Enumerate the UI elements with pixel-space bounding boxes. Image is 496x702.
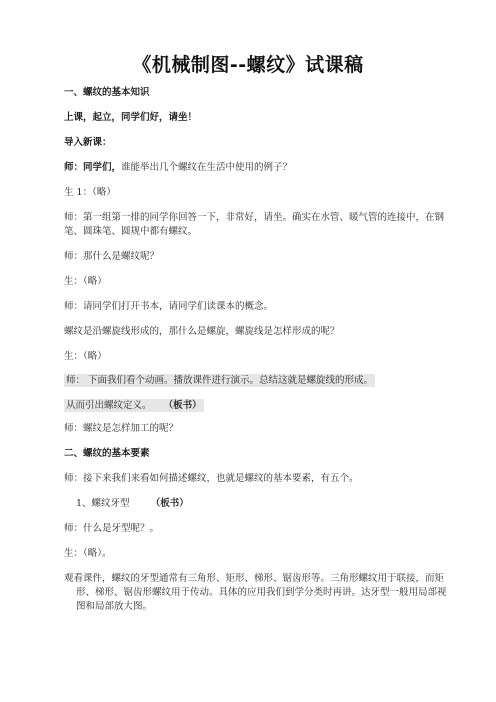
section-heading-basics: 一、螺纹的基本知识 [64,87,150,98]
intro-heading: 导入新课： [64,137,112,148]
teacher-line-5: 螺纹是沿螺旋线形成的，那什么是螺旋，螺旋线是怎样形成的呢？ [64,326,340,337]
teacher-line-7 [64,399,204,413]
teacher-line-3: 师：那什么是螺纹呢？ [64,251,160,262]
highlighted-text: 师： 下面我们看个动画。播放课件进行演示。总结这就是螺旋线的形成。 [66,375,374,386]
student-answer-3: 生：（略） [64,351,107,362]
board-note-tag-2: （板书） [150,498,189,509]
list-item-thread-form [76,497,189,511]
section-heading-elements: 二、螺纹的基本要素 [64,448,150,459]
highlighted-definition [64,399,204,412]
document-title: 《机械制图--螺纹》试课稿 [132,54,364,76]
board-note-tag: （板书） [163,400,202,411]
paragraph-line-2: 形、梯形、锯齿形螺纹用于传动。具体的应用我们到学分类时再讲。达牙型一般用局部视 [76,587,447,598]
greeting-line: 上课，起立，同学们好，请坐！ [64,112,198,123]
question-text: 谁能举出几个螺纹在生活中使用的例子？ [121,162,293,173]
student-answer-1: 生 1：（略） [64,187,116,198]
speaker-label: 师：同学们， [64,162,122,173]
paragraph-line-1: 观看课件，螺纹的牙型通常有三角形、矩形、梯形、锯齿形等。三角形螺纹用于联接，而矩 [64,573,445,584]
teacher-line-10: 师：什么是牙型呢？。 [64,523,160,534]
student-answer-2: 生：（略） [64,276,107,287]
teacher-question-line [64,161,292,175]
teacher-line-8: 师：螺纹是怎样加工的呢？ [64,423,179,434]
teacher-line-6 [64,374,375,388]
list-item-text: 1、螺纹牙型 [76,498,130,509]
paragraph-line-3: 图和局部放大图。 [76,601,153,612]
student-answer-4: 生：（略）。 [64,548,112,559]
teacher-line-2b: 笔、圆珠笔、圆规中都有螺纹。 [64,226,198,237]
teacher-line-4: 师：请同学们打开书本，请同学们读课本的概念。 [64,301,274,312]
teacher-line-2a: 师：第一组第一排的同学你回答一下，非常好，请坐。确实在水管、暖气管的连接中，在钢 [64,212,445,223]
definition-text: 从而引出螺纹定义。 [66,400,152,411]
teacher-line-9: 师：接下来我们来看如何描述螺纹，也就是螺纹的基本要素，有五个。 [64,473,359,484]
